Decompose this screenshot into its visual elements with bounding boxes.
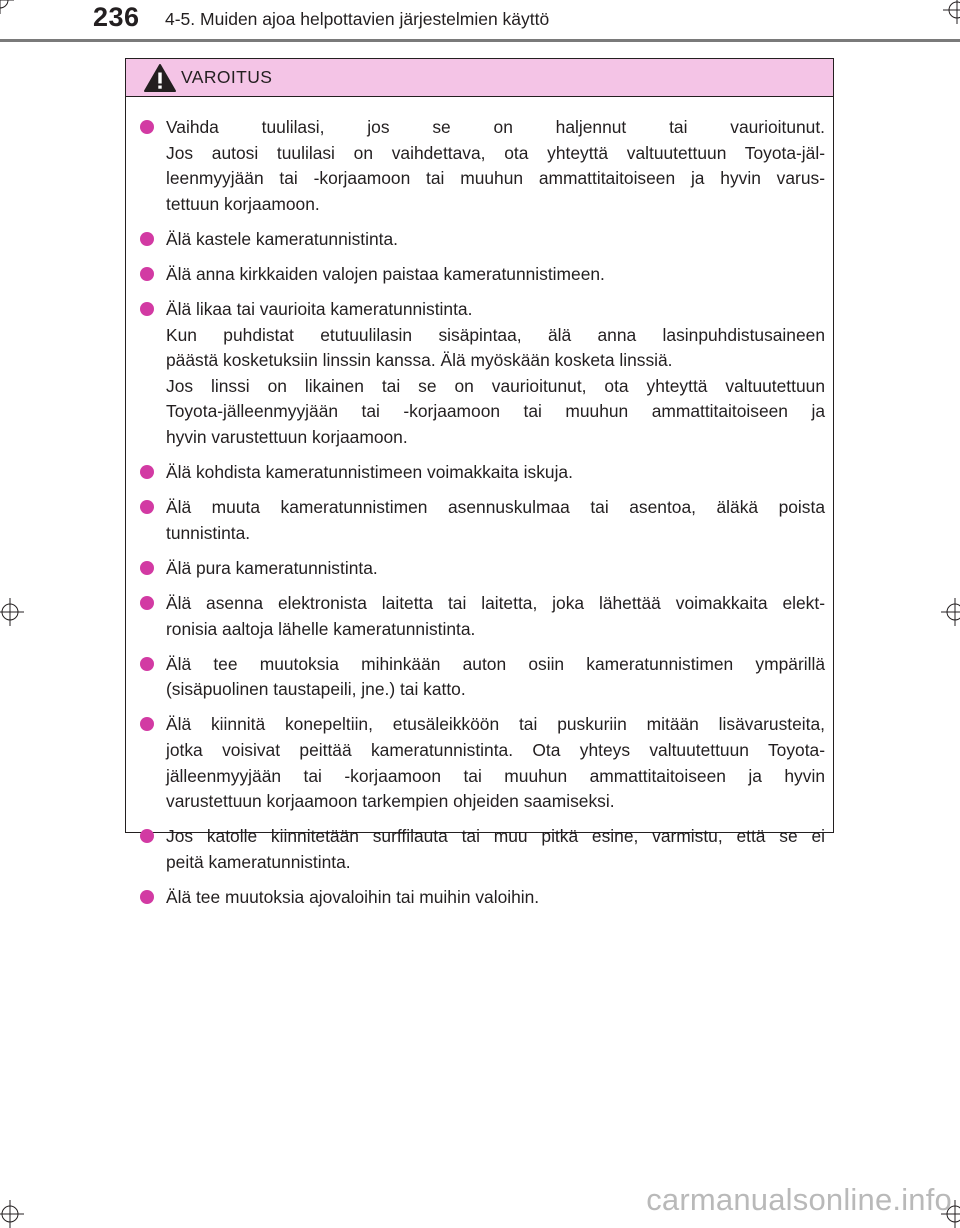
warning-list [126, 97, 833, 911]
warning-item-line: Älä pura kameratunnistinta. [166, 557, 378, 578]
page-number: 236 [93, 2, 140, 32]
warning-item-text [166, 591, 825, 642]
warning-item-line: varustettuun korjaamoon tarkempien ohjeiden saamiseksi. [166, 791, 615, 812]
warning-label: VAROITUS [181, 67, 273, 87]
header-rule [0, 39, 960, 42]
warning-item [140, 712, 825, 814]
warning-item-text [166, 712, 825, 814]
warning-item-text [166, 262, 825, 288]
warning-item-line: tunnistinta. [166, 522, 251, 543]
bullet-icon [140, 829, 154, 843]
bullet-icon [140, 302, 154, 316]
warning-item-line: Jos katolle kiinnitetään surffilauta tai muu pitkä esine, varmistu, että se ei [166, 826, 825, 847]
bullet-icon [140, 561, 154, 575]
bullet-icon [140, 120, 154, 134]
bullet-icon [140, 890, 154, 904]
bullet-icon [140, 232, 154, 246]
warning-item-line: Toyota-jälleenmyyjään tai -korjaamoon tai muuhun ammattitaitoiseen ja [166, 401, 825, 422]
crop-mark-right-middle-icon [941, 598, 960, 626]
warning-item [140, 591, 825, 642]
warning-item-text [166, 885, 825, 911]
bullet-icon [140, 465, 154, 479]
warning-item [140, 460, 825, 486]
warning-item-text [166, 824, 825, 875]
warning-item-line: Jos linssi on likainen tai se on vaurioitunut, ota yhteyttä valtuutettuun [166, 375, 825, 396]
warning-item-line: Älä kastele kameratunnistinta. [166, 228, 398, 249]
warning-item [140, 262, 825, 288]
warning-item-text [166, 227, 825, 253]
warning-item-text [166, 460, 825, 486]
warning-item [140, 652, 825, 703]
warning-item-line: Älä muuta kameratunnistimen asennuskulmaa tai asentoa, äläkä poista [166, 497, 825, 518]
bullet-icon [140, 717, 154, 731]
warning-item [140, 495, 825, 546]
warning-item-line: päästä kosketuksiin linssin kanssa. Älä myöskään kosketa linssiä. [166, 350, 673, 371]
warning-item-line: Älä likaa tai vaurioita kameratunnistinta. [166, 299, 473, 320]
warning-item-text [166, 115, 825, 217]
warning-item-line: Vaihda tuulilasi, jos se on haljennut tai vaurioitunut. [166, 117, 825, 137]
warning-item-line: Älä kohdista kameratunnistimeen voimakkaita iskuja. [166, 462, 573, 483]
bullet-icon [140, 657, 154, 671]
warning-item-line: Älä anna kirkkaiden valojen paistaa kameratunnistimeen. [166, 263, 605, 284]
warning-item-line: Kun puhdistat etutuulilasin sisäpintaa, älä anna lasinpuhdistusaineen [166, 324, 825, 345]
section-title: 4-5. Muiden ajoa helpottavien järjestelmien käyttö [165, 9, 550, 29]
warning-item-line: Älä kiinnitä konepeltiin, etusäleikköön tai puskuriin mitään lisävarusteita, [166, 714, 825, 735]
warning-item-line: Älä tee muutoksia ajovaloihin tai muihin valoihin. [166, 886, 540, 907]
crop-mark-left-middle-icon [0, 598, 24, 626]
warning-item-line: ronisia aaltoja lähelle kameratunnistinta. [166, 618, 476, 639]
warning-item-text [166, 652, 825, 703]
warning-triangle-icon [143, 63, 177, 93]
warning-item-line: hyvin varustettuun korjaamoon. [166, 427, 408, 448]
warning-item-text [166, 495, 825, 546]
warning-item-line: (sisäpuolinen taustapeili, jne.) tai katto. [166, 679, 466, 700]
warning-item-line: leenmyyjään tai -korjaamoon tai muuhun ammattitaitoiseen ja hyvin varus- [166, 168, 825, 189]
warning-item [140, 297, 825, 451]
warning-item [140, 556, 825, 582]
warning-item-text [166, 556, 825, 582]
warning-item-text [166, 297, 825, 451]
warning-item-line: Jos autosi tuulilasi on vaihdettava, ota yhteyttä valtuutettuun Toyota-jäl- [166, 142, 825, 163]
warning-item [140, 824, 825, 875]
warning-header [126, 59, 833, 97]
bullet-icon [140, 500, 154, 514]
warning-item-line: Älä tee muutoksia mihinkään auton osiin kameratunnistimen ympärillä [166, 653, 825, 674]
bullet-icon [140, 596, 154, 610]
bullet-icon [140, 267, 154, 281]
warning-item [140, 885, 825, 911]
warning-item [140, 227, 825, 253]
warning-item-line: jälleenmyyjään tai -korjaamoon tai muuhun ammattitaitoiseen ja hyvin [166, 765, 825, 786]
warning-item [140, 115, 825, 217]
warning-item-line: peitä kameratunnistinta. [166, 851, 351, 872]
warning-box [125, 58, 834, 907]
warning-item-line: jotka voisivat peittää kameratunnistinta. Ota yhteys valtuutettuun Toyota- [166, 739, 825, 760]
crop-mark-top-left-icon [0, 0, 14, 14]
warning-item-line: tettuun korjaamoon. [166, 193, 320, 214]
crop-mark-top-right-icon [943, 0, 960, 24]
warning-item-line: Älä asenna elektronista laitetta tai laitetta, joka lähettää voimakkaita elekt- [166, 593, 825, 613]
watermark: carmanualsonline.info [646, 1182, 952, 1217]
